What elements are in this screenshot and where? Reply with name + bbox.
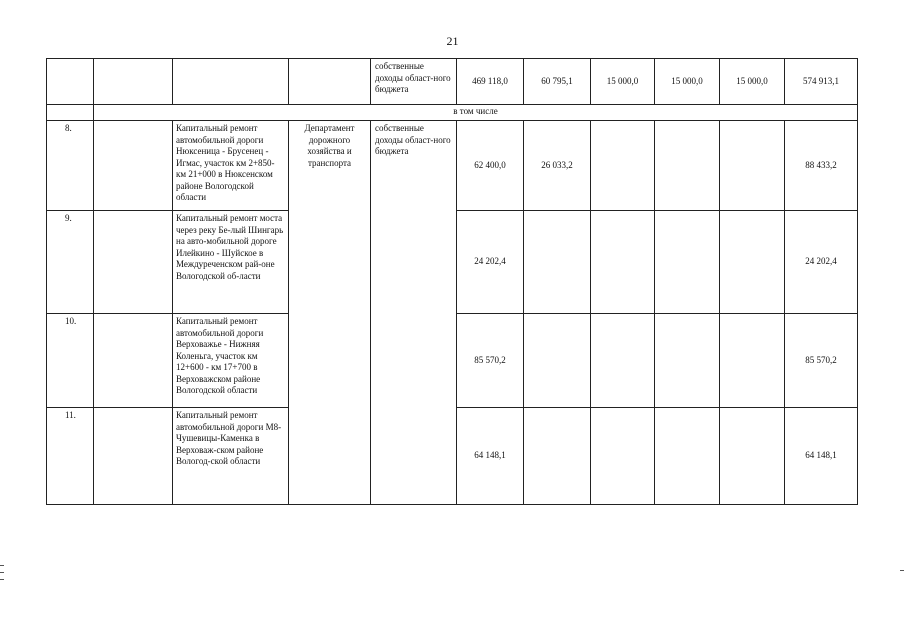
value-cell <box>720 408 785 505</box>
value-cell <box>655 211 720 314</box>
value-cell <box>655 121 720 211</box>
row-number: 11. <box>47 408 94 505</box>
row-number: 9. <box>47 211 94 314</box>
subheader: в том числе <box>94 105 858 121</box>
row-number: 10. <box>47 314 94 408</box>
object-name: Капитальный ремонт автомобильной дороги Верховажье - Нижняя Коленьга, участок км 12+600 - км 17+700 в Верховажском районе Вологодской области <box>173 314 289 408</box>
object-name: Капитальный ремонт автомобильной дороги М8-Чушевицы-Каменка в Верховаж-ском районе Вологод-ской области <box>173 408 289 505</box>
scan-margin-marks <box>0 565 4 586</box>
total-cell: 64 148,1 <box>785 408 858 505</box>
table-row <box>47 121 858 211</box>
scan-margin-mark-right <box>900 570 904 571</box>
value-cell <box>591 314 655 408</box>
funding-source: собственные доходы област-ного бюджета <box>371 121 457 505</box>
table-row-total <box>47 59 858 105</box>
value-cell <box>591 211 655 314</box>
value-cell <box>655 408 720 505</box>
budget-table <box>46 58 858 505</box>
total-cell: 574 913,1 <box>785 59 858 105</box>
value-cell: 15 000,0 <box>591 59 655 105</box>
value-cell: 64 148,1 <box>457 408 524 505</box>
value-cell <box>591 121 655 211</box>
value-cell <box>720 211 785 314</box>
value-cell: 85 570,2 <box>457 314 524 408</box>
object-name: Капитальный ремонт моста через реку Бе-лый Шингарь на авто-мобильной дороге Илейкино - Шуйское в Междуреченском рай-оне Вологодской об-ласти <box>173 211 289 314</box>
executor: Департамент дорожного хозяйства и транспорта <box>289 121 371 505</box>
value-cell: 15 000,0 <box>720 59 785 105</box>
value-cell <box>720 314 785 408</box>
value-cell: 60 795,1 <box>524 59 591 105</box>
value-cell <box>524 314 591 408</box>
funding-source: собственные доходы област-ного бюджета <box>371 59 457 105</box>
total-cell: 85 570,2 <box>785 314 858 408</box>
value-cell <box>591 408 655 505</box>
object-name: Капитальный ремонт автомобильной дороги Нюксеница - Брусенец - Игмас, участок км 2+850- км 21+000 в Нюксенском районе Вологодской области <box>173 121 289 211</box>
subheader-row <box>47 105 858 121</box>
value-cell: 62 400,0 <box>457 121 524 211</box>
value-cell: 469 118,0 <box>457 59 524 105</box>
page-number: 21 <box>446 34 459 48</box>
total-cell: 24 202,4 <box>785 211 858 314</box>
value-cell <box>524 211 591 314</box>
total-cell: 88 433,2 <box>785 121 858 211</box>
value-cell: 24 202,4 <box>457 211 524 314</box>
value-cell: 15 000,0 <box>655 59 720 105</box>
value-cell <box>524 408 591 505</box>
value-cell <box>655 314 720 408</box>
value-cell <box>720 121 785 211</box>
value-cell: 26 033,2 <box>524 121 591 211</box>
row-number: 8. <box>47 121 94 211</box>
